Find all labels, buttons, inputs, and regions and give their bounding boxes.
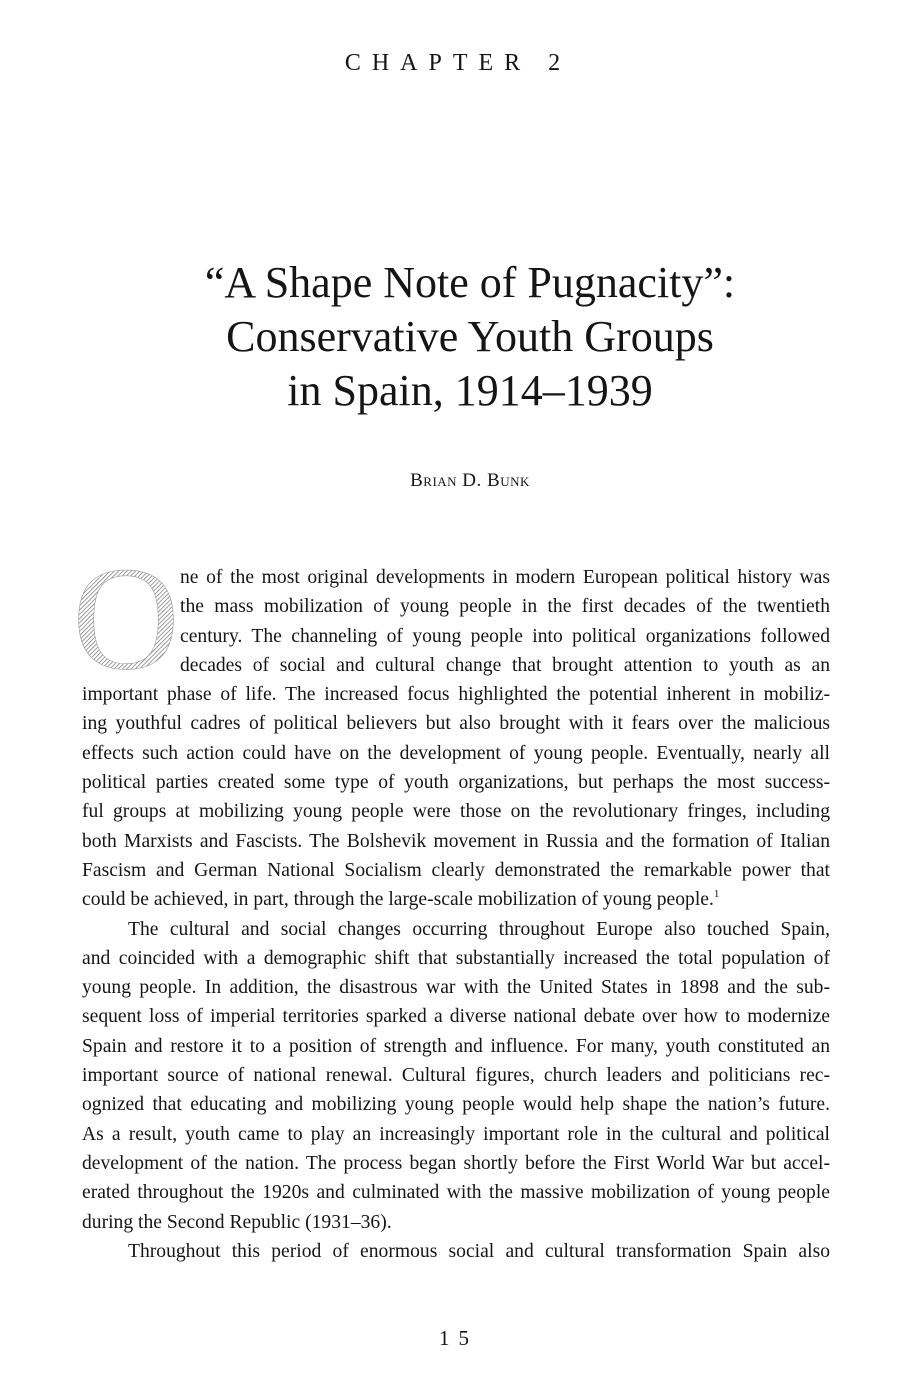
text-line: during the Second Republic (1931–36).: [82, 1211, 392, 1233]
text-line: important phase of life. The increased focus highlighted the potential inherent in mobiliz-: [82, 684, 830, 706]
chapter-title: [80, 256, 860, 418]
chapter-title-line: “A Shape Note of Pugnacity”:: [204, 258, 736, 307]
text-line-with-footnote: [82, 885, 830, 914]
text-line: political parties created some type of youth organizations, but perhaps the most success-: [82, 772, 830, 794]
text-line: As a result, youth came to play an increasingly important role in the cultural and political: [82, 1123, 830, 1145]
author-name: Brian D. Bunk: [410, 470, 530, 491]
text-line: ne of the most original developments in modern European political history was: [180, 567, 830, 588]
footnote-marker: 1: [713, 888, 720, 901]
body-text: [82, 563, 830, 1266]
text-line: Fascism and German National Socialism clearly demonstrated the remarkable power that: [82, 859, 830, 881]
text-line: could be achieved, in part, through the large-scale mobilization of young people.: [82, 889, 714, 911]
text-line: Spain and restore it to a position of strength and influence. For many, youth constituted an: [82, 1035, 830, 1057]
text-line: development of the nation. The process began shortly before the First World War but accel-: [82, 1152, 830, 1174]
chapter-title-line: in Spain, 1914–1939: [287, 366, 653, 415]
text-line: The cultural and social changes occurring throughout Europe also touched Spain,: [128, 918, 830, 940]
text-line: ognized that educating and mobilizing young people would help shape the nation’s future.: [82, 1094, 830, 1116]
chapter-title-line: Conservative Youth Groups: [226, 312, 714, 361]
page-number: 15: [439, 1326, 478, 1350]
text-line: Throughout this period of enormous social and cultural transformation Spain also: [128, 1240, 830, 1262]
text-line: erated throughout the 1920s and culminated with the massive mobilization of young people: [82, 1182, 830, 1204]
text-line: the mass mobilization of young people in the first decades of the twentieth: [180, 596, 830, 618]
text-line: and coincided with a demographic shift that substantially increased the total population of: [82, 947, 830, 969]
text-line: both Marxists and Fascists. The Bolshevik movement in Russia and the formation of Italian: [82, 830, 830, 852]
text-line: young people. In addition, the disastrous war with the United States in 1898 and the sub-: [82, 977, 830, 999]
drop-cap-text: O: [72, 537, 180, 701]
chapter-label: CHAPTER 2: [344, 50, 572, 76]
text-line: decades of social and cultural change that brought attention to youth as an: [180, 654, 830, 676]
text-line: ing youthful cadres of political believers but also brought with it fears over the malicious: [82, 713, 830, 735]
text-line: effects such action could have on the development of young people. Eventually, nearly all: [82, 742, 830, 764]
text-line: century. The channeling of young people into political organizations followed: [180, 625, 830, 647]
text-line: sequent loss of imperial territories sparked a diverse national debate over how to modernize: [82, 1006, 830, 1028]
text-line: ful groups at mobilizing young people were those on the revolutionary fringes, including: [82, 801, 830, 823]
text-line: important source of national renewal. Cultural figures, church leaders and politicians rec-: [82, 1065, 830, 1087]
